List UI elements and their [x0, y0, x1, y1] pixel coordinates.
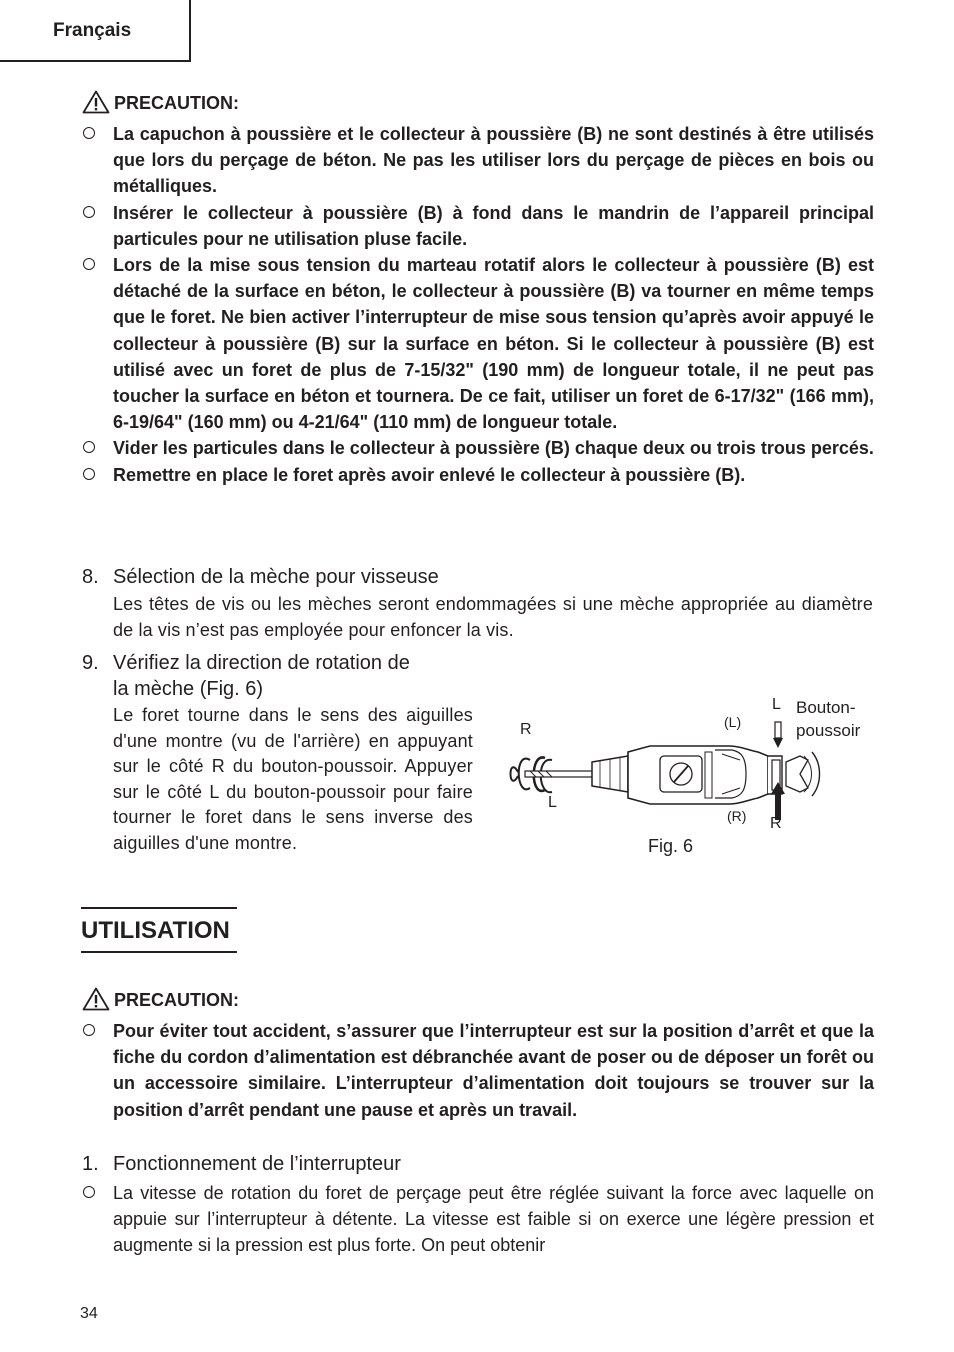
- caution-title: PRECAUTION:: [114, 990, 239, 1010]
- label-l-circled: (L): [724, 714, 742, 730]
- warning-icon: [82, 90, 110, 114]
- step-9-title: 9. Vérifiez la direction de rotation de la mèche (Fig. 6): [82, 652, 410, 700]
- caution-item: Vider les particules dans le collecteur à poussière (B) chaque deux ou trois trous percés.: [82, 435, 874, 461]
- caution-item: Lors de la mise sous tension du marteau rotatif alors le collecteur à poussière (B) est détaché de la surface en béton, le collecteur à poussière (B) va tourner en même temps que le foret. Ne bien activer l’interrupteur de mise sous tension qu’après avoir appuyé le collecteur à poussière (B) sur la surface en béton. Si le collecteur à poussière (B) est utilisé avec un foret de plus de 7-15/32" (190 mm) de longueur totale, il ne peut pas toucher la surface en béton et tournera. De ce fait, utiliser un foret de 6-17/32" (166 mm), 6-19/64" (160 mm) ou 4-21/64" (110 mm) de longueur totale.: [82, 252, 874, 435]
- caution-list: [82, 121, 874, 488]
- step-1-list: [82, 1180, 874, 1259]
- caution-heading: [82, 987, 239, 1011]
- label-r-circled: (R): [727, 808, 747, 824]
- step-9-body: Le foret tourne dans le sens des aiguilles d'une montre (vu de l'arrière) en appuyant sur le côté R du bouton-poussoir. Appuyer sur le côté L du bouton-poussoir pour faire tourner le foret dans le sens inverse des aiguilles d'une montre.: [113, 705, 473, 853]
- bullet-circle-icon: [83, 206, 95, 218]
- caution-item: Pour éviter tout accident, s’assurer que l’interrupteur est sur la position d’arrêt et que la fiche du cordon d’alimentation est débranchée avant de poser ou de déposer un forêt ou un accessoire similaire. L’interrupteur d’alimentation doit toujours se trouver sur la position d’arrêt pendant une pause et après un travail.: [82, 1018, 874, 1123]
- bullet-circle-icon: [83, 468, 95, 480]
- label-r-left: R: [520, 721, 532, 738]
- step-8-body: Les têtes de vis ou les mèches seront endommagées si une mèche appropriée au diamètre de la vis n’est pas employée pour enfoncer la vis.: [113, 594, 873, 640]
- caution-item: Insérer le collecteur à poussière (B) à fond dans le mandrin de l’appareil principal particules pour ne utilisation pluse facile.: [82, 200, 874, 252]
- figure-caption: Fig. 6: [648, 836, 694, 856]
- caution-list: [82, 1018, 874, 1123]
- step-8-title: 8. Sélection de la mèche pour visseuse: [82, 566, 439, 588]
- language-tab: [0, 0, 191, 62]
- language-label: Français: [53, 20, 132, 41]
- label-l-left: L: [548, 794, 557, 811]
- warning-icon: [82, 987, 110, 1011]
- bullet-circle-icon: [83, 441, 95, 453]
- label-r-bottom: R: [770, 815, 782, 832]
- page-number: 34: [80, 1305, 98, 1322]
- figure-6: [500, 690, 880, 860]
- section-title: UTILISATION: [81, 907, 237, 953]
- list-item: La vitesse de rotation du foret de perçage peut être réglée suivant la force avec laquelle on appuie sur l’interrupteur à détente. La vitesse est faible si on exerce une légère pression et augmente si la pression est plus forte. On peut obtenir: [82, 1180, 874, 1259]
- bullet-circle-icon: [83, 258, 95, 270]
- bullet-circle-icon: [83, 127, 95, 139]
- caution-item: Remettre en place le foret après avoir enlevé le collecteur à poussière (B).: [82, 462, 874, 488]
- push-button-label: Bouton- poussoir: [796, 698, 861, 740]
- caution-heading: [82, 90, 239, 114]
- caution-item: La capuchon à poussière et le collecteur à poussière (B) ne sont destinés à être utilisés que lors du perçage de béton. Ne pas les utiliser lors du perçage de pièces en bois ou métalliques.: [82, 121, 874, 200]
- bullet-circle-icon: [83, 1024, 95, 1036]
- label-l-top: L: [772, 696, 781, 713]
- step-1-title: 1. Fonctionnement de l’interrupteur: [82, 1153, 401, 1175]
- bullet-circle-icon: [83, 1186, 95, 1198]
- caution-title: PRECAUTION:: [114, 93, 239, 113]
